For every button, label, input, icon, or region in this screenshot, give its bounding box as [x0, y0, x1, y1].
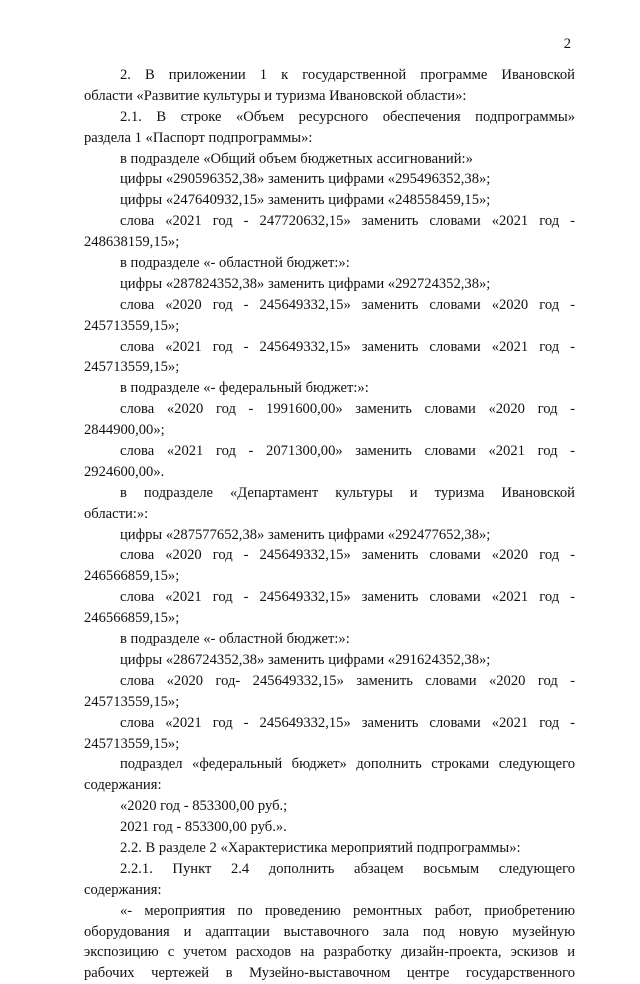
- text-line: области «Развитие культуры и туризма Ивановской области»:: [84, 87, 467, 104]
- text-line: цифры «247640932,15» заменить цифрами «248558459,15»;: [120, 192, 491, 209]
- text-line: слова «2021 год - 245649332,15» заменить словами «2021 год -: [120, 589, 575, 606]
- text-line: оборудования и адаптации выставочного зала под новую музейную: [84, 923, 575, 940]
- text-line: 248638159,15»;: [84, 234, 180, 251]
- text-line: в подразделе «- федеральный бюджет:»:: [120, 380, 369, 397]
- text-line: 2.2. В разделе 2 «Характеристика мероприятий подпрограммы»:: [120, 839, 521, 856]
- text-line: в подразделе «Департамент культуры и туризма Ивановской: [120, 484, 575, 501]
- text-line: слова «2021 год - 245649332,15» заменить словами «2021 год -: [120, 714, 575, 731]
- text-line: 245713559,15»;: [84, 735, 180, 752]
- text-line: подраздел «федеральный бюджет» дополнить строками следующего: [120, 756, 575, 773]
- text-line: слова «2020 год - 1991600,00» заменить словами «2020 год -: [120, 401, 575, 418]
- text-line: 245713559,15»;: [84, 693, 180, 710]
- text-line: слова «2020 год - 245649332,15» заменить словами «2020 год -: [120, 296, 575, 313]
- text-line: раздела 1 «Паспорт подпрограммы»:: [84, 129, 313, 146]
- text-line: 2924600,00».: [84, 463, 165, 480]
- text-line: в подразделе «Общий объем бюджетных ассигнований:»: [120, 150, 473, 167]
- text-line: в подразделе «- областной бюджет:»:: [120, 255, 350, 272]
- text-line: слова «2021 год - 2071300,00» заменить словами «2021 год -: [120, 443, 575, 460]
- text-line: 245713559,15»;: [84, 317, 180, 334]
- text-line: слова «2020 год - 245649332,15» заменить словами «2020 год -: [120, 547, 575, 564]
- text-line: 2844900,00»;: [84, 422, 165, 439]
- text-line: области:»:: [84, 505, 149, 522]
- text-line: 246566859,15»;: [84, 568, 180, 585]
- page-number: 2: [563, 36, 571, 52]
- text-line: 245713559,15»;: [84, 359, 180, 376]
- text-line: содержания:: [84, 881, 162, 898]
- text-line: цифры «287577652,38» заменить цифрами «292477652,38»;: [120, 526, 491, 543]
- text-line: рабочих чертежей в Музейно-выставочном центре государственного: [84, 965, 575, 982]
- text-line: 2021 год - 853300,00 руб.».: [120, 819, 287, 836]
- text-line: «2020 год - 853300,00 руб.;: [120, 798, 288, 815]
- text-line: 2. В приложении 1 к государственной программе Ивановской: [120, 67, 575, 83]
- text-line: слова «2021 год - 247720632,15» заменить словами «2021 год -: [120, 213, 575, 230]
- text-line: экспозицию с учетом расходов на разработку дизайн-проекта, эскизов и: [84, 944, 575, 961]
- text-line: цифры «286724352,38» заменить цифрами «291624352,38»;: [120, 651, 491, 668]
- text-line: содержания:: [84, 777, 162, 794]
- text-line: слова «2021 год - 245649332,15» заменить словами «2021 год -: [120, 338, 575, 355]
- text-line: цифры «290596352,38» заменить цифрами «295496352,38»;: [120, 171, 491, 188]
- text-line: «- мероприятия по проведению ремонтных работ, приобретению: [120, 902, 575, 919]
- text-line: 246566859,15»;: [84, 610, 180, 627]
- document-body: [84, 65, 575, 984]
- text-line: в подразделе «- областной бюджет:»:: [120, 631, 350, 648]
- text-line: цифры «287824352,38» заменить цифрами «292724352,38»;: [120, 275, 491, 292]
- text-line: слова «2020 год- 245649332,15» заменить словами «2020 год -: [120, 672, 575, 689]
- text-line: 2.1. В строке «Объем ресурсного обеспечения подпрограммы»: [120, 108, 575, 125]
- text-line: 2.2.1. Пункт 2.4 дополнить абзацем восьмым следующего: [120, 860, 575, 877]
